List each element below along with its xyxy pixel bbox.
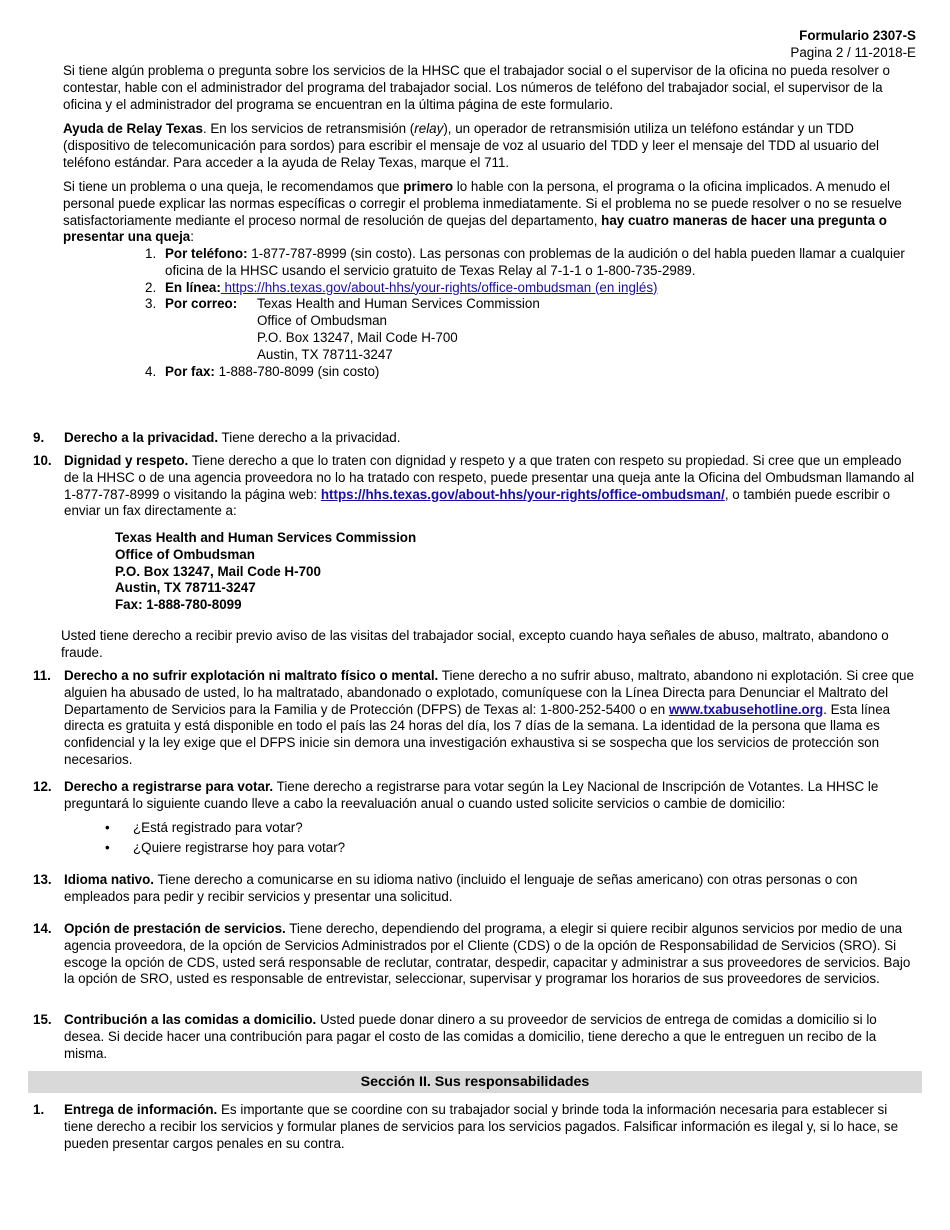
way-number: 4. — [145, 363, 157, 379]
complaint-text-b: lo hable con la persona, el programa o la oficina implicados. A menudo el personal puede explicar las normas específicas o corregir el problema inmediatamente. Si el problema no se puede resolver o no se resuelve satisfactoriamente mediante el proceso normal de resolución de quejas del departamento, — [63, 179, 902, 228]
item-number: 1. — [33, 1102, 45, 1117]
bullet-icon: • — [105, 820, 110, 835]
ombudsman-link[interactable]: https://hhs.texas.gov/about-hhs/your-rights/office-ombudsman (en inglés) — [220, 279, 658, 295]
way-number: 3. — [145, 296, 157, 312]
way-fax — [145, 364, 925, 381]
item-number: 11. — [33, 668, 51, 683]
ombudsman-web-link[interactable]: https://hhs.texas.gov/about-hhs/your-rights/office-ombudsman/ — [320, 486, 725, 502]
address-line: Austin, TX 78711-3247 — [257, 346, 393, 362]
bullet-item — [105, 820, 303, 837]
item-number: 14. — [33, 921, 52, 936]
item-title: Derecho a la privacidad. — [64, 430, 219, 445]
complaint-text-a: Si tiene un problema o una queja, le recomendamos que — [63, 179, 404, 194]
item-title: Derecho a registrarse para votar. — [64, 779, 274, 794]
way-label: Por fax: — [165, 363, 215, 379]
item-text: , o también puede escribir o enviar un fax directamente a: — [64, 486, 891, 519]
item-text: Tiene derecho a que lo traten con dignidad y respeto y a que traten con respeto su propiedad. Si cree que un empleado de la HHSC o de una agencia proveedora no lo ha tratado con respeto, puede presentar una queja ante la Oficina del Ombudsman llamando al 1-877-787-8999 o visitando la página web: — [64, 453, 915, 502]
address-line: Office of Ombudsman — [257, 313, 387, 329]
way-mail — [145, 296, 925, 363]
item-title: Entrega de información. — [64, 1102, 218, 1117]
page-info: Pagina 2 / 11-2018-E — [790, 45, 916, 60]
item-text: Usted puede donar dinero a su proveedor de servicios de entrega de comidas a domicilio si lo desea. Si decide hacer una contribución para pagar el costo de las comidas a domicilio, tiene derecho a que le entreguen un recibo de la misma. — [64, 1012, 877, 1061]
relay-text-b: ), un operador de retransmisión utiliza un teléfono estándar y un TDD (dispositivo de telecomunicación para sordos) para escribir el mensaje de voz al usuario del TDD y leer el mensaje del TDD al usuario del teléfono estándar. Para acceder a la ayuda de Relay Texas, marque el 711. — [63, 121, 879, 170]
right-item-10 — [33, 453, 919, 520]
address-line: P.O. Box 13247, Mail Code H-700 — [115, 563, 321, 579]
voter-question: ¿Está registrado para votar? — [133, 820, 303, 835]
item-text: Tiene derecho, dependiendo del programa, a elegir si quiere recibir algunos servicios por medio de una agencia proveedora, de la opción de Servicios Administrados por el Cliente (CDS) o de la opción de Responsabilidad de Servicios (SRO). Si escoge la opción de CDS, usted será responsable de reclutar, contratar, despedir, capacitar y administrar a sus proveedores de servicios. Bajo la opción de SRO, usted es responsable de entrevistar, seleccionar, supervisar y programar los horarios de sus proveedores de servicios. — [64, 921, 911, 987]
complaint-text-c: : — [190, 229, 194, 245]
complaint-emphasis-ways: hay cuatro maneras de hacer una pregunta o presentar una queja — [63, 212, 887, 245]
voter-question: ¿Quiere registrarse hoy para votar? — [133, 840, 346, 855]
relay-title: Ayuda de Relay Texas — [63, 121, 203, 136]
form-number: Formulario 2307-S — [799, 28, 916, 43]
item-number: 10. — [33, 453, 52, 468]
item-number: 15. — [33, 1012, 52, 1027]
item-number: 9. — [33, 430, 45, 445]
item-title: Contribución a las comidas a domicilio. — [64, 1012, 317, 1027]
way-label: En línea: — [165, 279, 221, 295]
bullet-item — [105, 840, 345, 857]
complaint-paragraph — [63, 179, 919, 246]
right-item-9 — [33, 430, 919, 447]
address-line: Office of Ombudsman — [115, 546, 255, 562]
section-heading: Sección II. Sus responsabilidades — [28, 1071, 922, 1093]
right-item-14 — [33, 921, 919, 988]
way-label: Por teléfono: — [165, 246, 248, 261]
way-online — [145, 280, 925, 297]
mail-address — [257, 296, 540, 363]
relay-paragraph — [63, 121, 919, 171]
right-item-12 — [33, 779, 919, 813]
way-label: Por correo: — [165, 296, 238, 312]
complaint-ways-list — [145, 246, 925, 380]
way-text: 1-888-780-8099 (sin costo) — [214, 363, 380, 379]
way-phone — [145, 246, 925, 280]
ombudsman-address-block — [115, 530, 416, 614]
intro-paragraph: Si tiene algún problema o pregunta sobre los servicios de la HHSC que el trabajador social o el supervisor de la oficina no pueda resolver o contestar, hable con el administrador del programa del trabajador social. Los números de teléfono del trabajador social, el supervisor de la oficina y el administrador del programa se encuentran en la última página de este formulario. — [63, 63, 890, 112]
item-number: 13. — [33, 872, 52, 887]
item-title: Opción de prestación de servicios. — [64, 921, 286, 936]
item-title: Dignidad y respeto. — [64, 453, 189, 468]
abuse-hotline-link[interactable]: www.txabusehotline.org — [668, 701, 824, 717]
complaint-emphasis-first: primero — [403, 179, 454, 194]
way-number: 1. — [145, 246, 157, 261]
address-line: Texas Health and Human Services Commission — [115, 530, 417, 545]
relay-term: relay — [414, 121, 444, 136]
item-text: Tiene derecho a no sufrir abuso, maltrato, abandono ni explotación. Si cree que alguien ha abusado de usted, lo ha maltratado, abandonado o explotado, comuníquese con la Línea Directa para Denunciar el Maltrato del Departamento de Servicios para la Familia y de Protección (DFPS) de Texas al: 1-800-252-5400 o en — [64, 668, 914, 717]
item-text: . Esta línea directa es gratuita y está disponible en todo el país las 24 horas del día, los 7 días de la semana. La identidad de la persona que llama es confidencial y la ley exige que el DFPS inicie sin demora una investigación exhaustiva si se sospecha que los servicios de protección son necesarios. — [64, 701, 891, 767]
bullet-icon: • — [105, 840, 110, 855]
way-text: 1-877-787-8999 (sin costo). Las personas con problemas de la audición o del habla pueden llamar a cualquier oficina de la HHSC usando el servicio gratuito de Texas Relay al 7-1-1 o 1-800-735-2989. — [165, 246, 905, 278]
right-item-13 — [33, 872, 919, 906]
address-line: Fax: 1-888-780-8099 — [115, 597, 242, 613]
item-number: 12. — [33, 779, 52, 794]
item-text: Tiene derecho a comunicarse en su idioma nativo (incluido el lenguaje de señas americano) con otras personas o con empleados para pedir y recibir servicios y presentar una solicitud. — [64, 872, 858, 904]
address-line: P.O. Box 13247, Mail Code H-700 — [257, 329, 458, 345]
item-text: Tiene derecho a la privacidad. — [218, 430, 401, 445]
item-text: Tiene derecho a registrarse para votar según la Ley Nacional de Inscripción de Votantes. La HHSC le preguntará lo siguiente cuando lleve a cabo la reevaluación anual o cuando usted solicite servicios o cambie de domicilio: — [64, 779, 879, 811]
item-title: Derecho a no sufrir explotación ni maltrato físico o mental. — [64, 668, 439, 683]
visit-notice: Usted tiene derecho a recibir previo aviso de las visitas del trabajador social, excepto cuando haya señales de abuso, maltrato, abandono o fraude. — [61, 628, 889, 660]
right-item-15 — [33, 1012, 919, 1062]
item-text: Es importante que se coordine con su trabajador social y brinde toda la información necesaria para establecer si tiene derecho a recibir los servicios y formular planes de servicios para los servicios pagados. Falsificar información es ilegal y, si lo hace, se pueden presentar cargos penales en su contra. — [64, 1102, 899, 1151]
address-line: Texas Health and Human Services Commission — [257, 296, 540, 312]
way-number: 2. — [145, 279, 157, 295]
responsibility-item-1 — [33, 1102, 919, 1152]
address-line: Austin, TX 78711-3247 — [115, 580, 256, 596]
right-item-11 — [33, 668, 919, 769]
item-title: Idioma nativo. — [64, 872, 155, 887]
relay-text-a: . En los servicios de retransmisión ( — [202, 121, 415, 136]
